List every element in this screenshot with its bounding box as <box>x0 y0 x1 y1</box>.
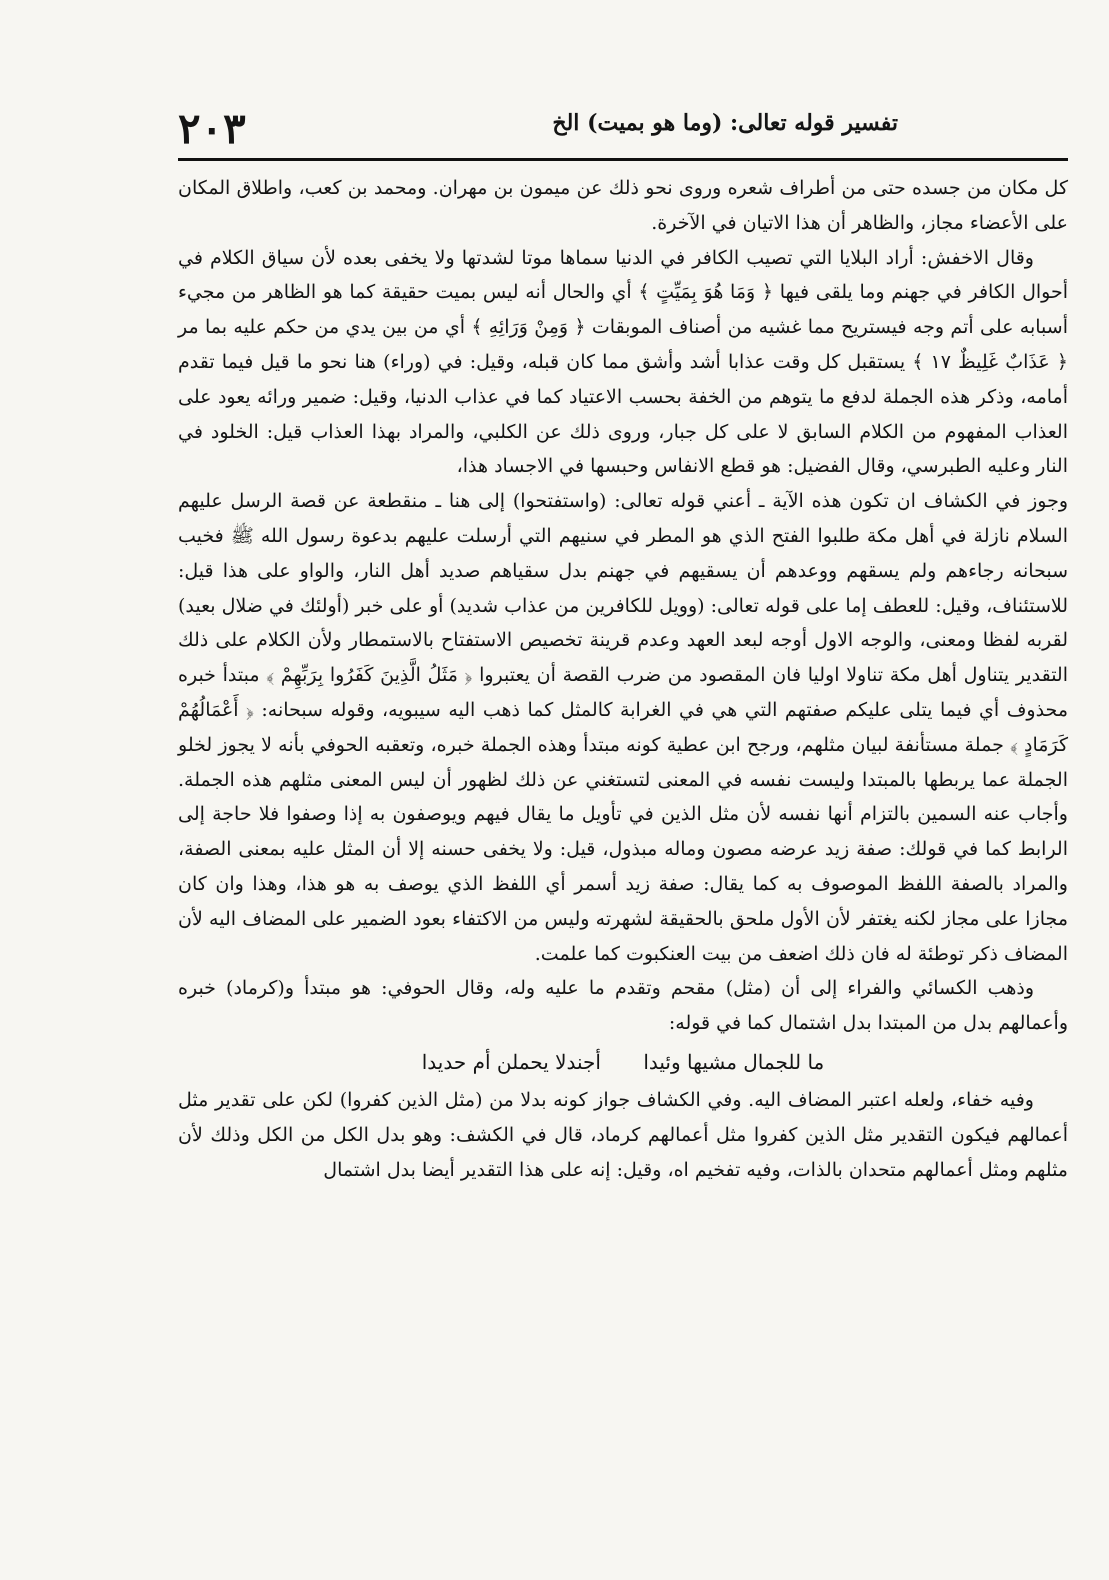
paragraph: وقال الاخفش: أراد البلايا التي تصيب الكافر في الدنيا سماها موتا لشدتها ولا يخفى بعده لأن سياق الكلام في أحوال الكافر في جهنم وما يلقى فيها ﴿ وَمَا هُوَ بِمَيِّتٍ ﴾ أي والحال أنه ليس بميت حقيقة كما هو الظاهر من مجيء أسبابه على أتم وجه فيستريح مما غشيه من أصناف الموبقات ﴿ وَمِنْ وَرَائِهِ ﴾ أي من بين يدي من حكم عليه بما مر ﴿ عَذَابٌ غَلِيظٌ ١٧ ﴾ يستقبل كل وقت عذابا أشد وأشق مما كان قبله، وقيل: في (وراء) هنا نحو ما قيل فيما تقدم أمامه، وذكر هذه الجملة لدفع ما يتوهم من الخفة بحسب الاعتياد كما في عذاب الدنيا، وقيل: ضمير ورائه يعود على العذاب المفهوم من الكلام السابق لا على كل جبار، وروى ذلك عن الكلبي، والمراد بهذا العذاب قيل: الخلود في النار وعليه الطبرسي، وقال الفضيل: هو قطع الانفاس وحبسها في الاجساد هذا، <box>178 246 1068 478</box>
page-header <box>178 100 1068 161</box>
verse-first-hemistich: ما للجمال مشيها وئيدا <box>643 1049 825 1074</box>
paragraph: وجوز في الكشاف ان تكون هذه الآية ـ أعني قوله تعالى: (واستفتحوا) إلى هنا ـ منقطعة عن قصة الرسل عليهم السلام نازلة في أهل مكة طلبوا الفتح الذي هو المطر في سنيهم التي أرسلت عليهم بدعوة رسول الله ﷺ فخيب سبحانه رجاءهم ولم يسقهم ووعدهم أن يسقيهم في جهنم بدل سقياهم صديد أهل النار، والواو على هذا قيل: للاستئناف، وقيل: للعطف إما على قوله تعالى: (وويل للكافرين من عذاب شديد) أو على خبر (أولئك في ضلال بعيد) لقربه لفظا ومعنى، والوجه الاول أوجه لبعد العهد وعدم قرينة تخصيص الاستفتاح بالاستمطار ولأن الكلام على ذلك التقدير يتناول أهل مكة تناولا اوليا فان المقصود من ضرب القصة أن يعتبروا ﴿ مَثَلُ الَّذِينَ كَفَرُوا بِرَبِّهِمْ ﴾ مبتدأ خبره محذوف أي فيما يتلى عليكم صفتهم التي هي في الغرابة كالمثل كما ذهب اليه سيبويه، وقوله سبحانه: ﴿ أَعْمَالُهُمْ كَرَمَادٍ ﴾ جملة مستأنفة لبيان مثلهم، ورجح ابن عطية كونه مبتدأ وهذه الجملة خبره، وتعقبه الحوفي بأنه لا يجوز لخلو الجملة عما يربطها بالمبتدا وليست نفسه في المعنى لتستغني عن ذلك لظهور أن ليس المعنى مثلهم هذه الجملة. وأجاب عنه السمين بالتزام أنها نفسه لأن مثل الذين في تأويل ما يقال فيهم ويوصفون به إذا وصفوا فلا حاجة إلى الرابط كما في قولك: صفة زيد عرضه مصون وماله مبذول، قيل: ولا يخفى حسنه إلا أن المثل عليه بمعنى الصفة، والمراد بالصفة اللفظ الموصوف به كما يقال: صفة زيد أسمر أي اللفظ الذي يوصف به هو هذا، وهذا وان كان مجازا على مجاز لكنه يغتفر لأن الأول ملحق بالحقيقة لشهرته وليس من الاكتفاء بعود الضمير على المضاف اليه لأن المضاف ذكر توطئة له فان ذلك اضعف من بيت العنكبوت كما علمت. <box>178 490 1068 965</box>
page-number: ٢٠٣ <box>178 104 246 153</box>
paragraph: وذهب الكسائي والفراء إلى أن (مثل) مقحم وتقدم ما عليه وله، وقال الحوفي: هو مبتدأ و(كرماد) خبره وأعمالهم بدل من المبتدا بدل اشتمال كما في قوله: <box>178 977 1068 1035</box>
paragraph: وفيه خفاء، ولعله اعتبر المضاف اليه. وفي الكشاف جواز كونه بدلا من (مثل الذين كفروا) لكن على تقدير مثل أعمالهم فيكون التقدير مثل الذين كفروا مثل أعمالهم كرماد، قال في الكشف: وهو بدل الكل من الكل وذلك لأن مثلهم ومثل أعمالهم متحدان بالذات، وفيه تفخيم اه، وقيل: إنه على هذا التقدير أيضا بدل اشتمال <box>178 1088 1068 1181</box>
poetry-verse <box>178 1041 1068 1083</box>
book-page <box>178 100 1068 1520</box>
running-title: تفسير قوله تعالى: (وما هو بميت) الخ <box>552 110 898 136</box>
verse-second-hemistich: أجندلا يحملن أم حديدا <box>421 1049 601 1074</box>
paragraph: كل مكان من جسده حتى من أطراف شعره وروى نحو ذلك عن ميمون بن مهران. ومحمد بن كعب، واطلاق المكان على الأعضاء مجاز، والظاهر أن هذا الاتيان في الآخرة. <box>178 177 1068 234</box>
page-body <box>178 161 1068 1187</box>
